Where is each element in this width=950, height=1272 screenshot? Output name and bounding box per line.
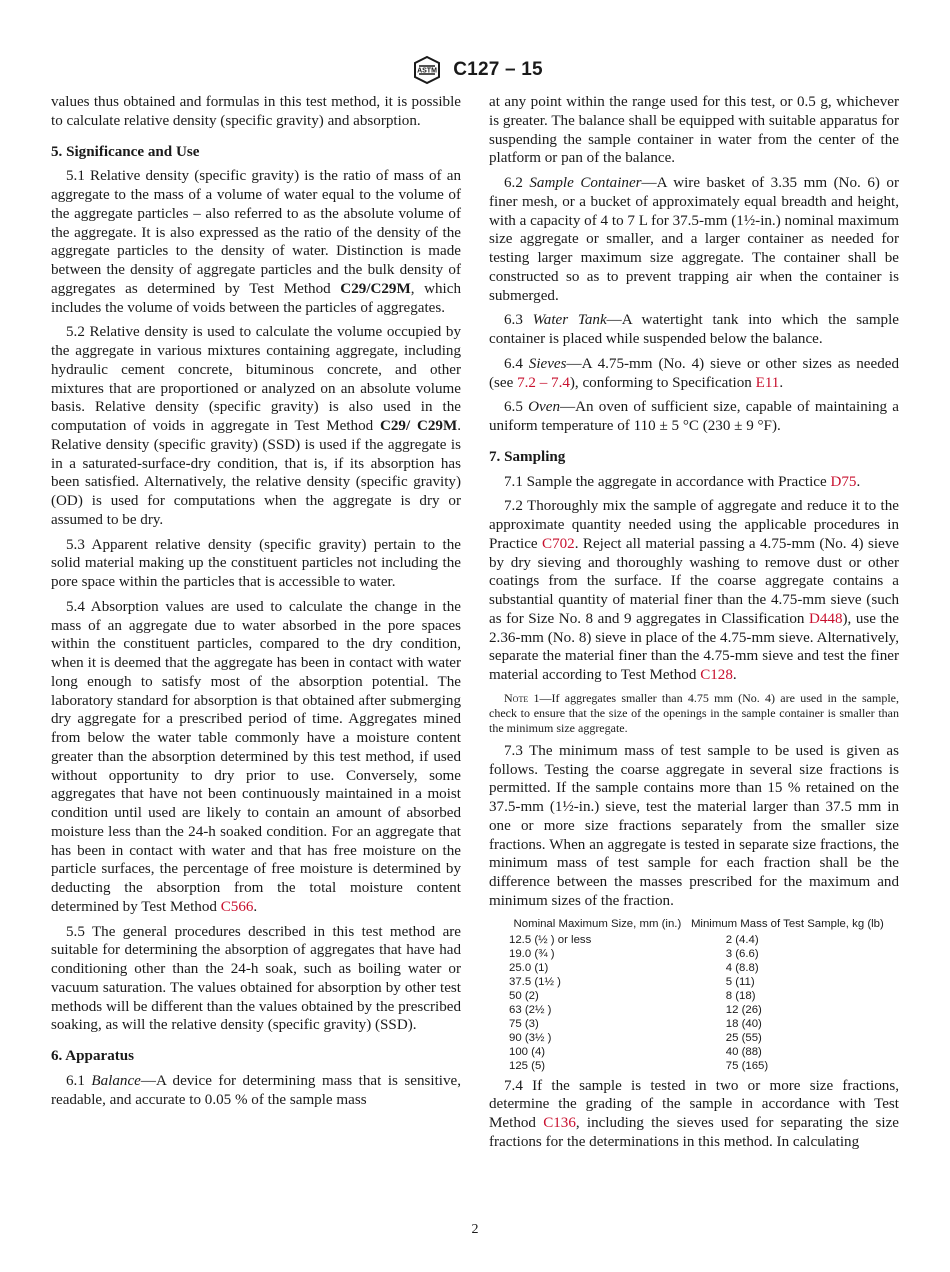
paragraph-7-3: 7.3 The minimum mass of test sample to be used is given as follows. Testing the coarse aggregate in several size fractions is permitted. If the sample contains more than 15 % retained on the 37.5-mm (1½-in.) sieve, test the material larger than 37.5 mm in one or more size fractions separately from the smaller size fractions. When an aggregate is tested in separate size fractions, the minimum mass of test sample for each fraction shall be the difference between the masses prescribed for the maximum and minimum sizes of the fraction. <box>489 742 899 909</box>
ref-c29-c29m-2: C29/ C29M <box>379 418 458 434</box>
table-row <box>509 1059 889 1073</box>
table-cell-size: 90 (3½ ) <box>509 1031 552 1044</box>
paragraph-7-1 <box>489 473 899 492</box>
logo-text: ASTM <box>417 67 438 75</box>
link-e11[interactable]: E11 <box>755 374 780 391</box>
paragraph-5-1 <box>51 167 461 317</box>
paragraph-5-4-text-b: . <box>253 898 258 915</box>
paragraph-6-2-number: 6.2 <box>504 175 530 191</box>
table-cell-size: 100 (4) <box>509 1045 546 1058</box>
table-header-row <box>509 917 889 933</box>
paragraph-7-2-text-c: ), use the 2.36-mm (No. 8) sieve in place of the 4.75-mm sieve. Alternatively, separate the material finer than the 4.75-mm sieve and test the finer material according to Test Method <box>489 610 899 683</box>
link-d448[interactable]: D448 <box>808 610 843 627</box>
table-cell-size: 50 (2) <box>509 989 539 1002</box>
section-5-heading: 5. Significance and Use <box>51 143 200 160</box>
table-cell-mass: 2 (4.4) <box>725 933 759 946</box>
table-header-nominal-size: Nominal Maximum Size, mm (in.) <box>513 917 682 930</box>
minimum-mass-table <box>509 917 889 1073</box>
term-balance: Balance <box>91 1072 141 1089</box>
paragraph-6-4-text-c: . <box>779 374 784 391</box>
document-id: C127 – 15 <box>453 59 543 80</box>
paragraph-7-4-text-b: , including the sieves used for separating the size fractions for the determinations in this method. In calculating <box>489 1115 900 1150</box>
term-water-tank: Water Tank <box>532 312 607 329</box>
table-row <box>509 947 889 961</box>
right-column <box>489 93 899 1158</box>
paragraph-6-4-number: 6.4 <box>504 355 529 372</box>
note-1-text: —If aggregates smaller than 4.75 mm (No. 4) are used in the sample, check to ensure that the size of the openings in the sample container is smaller than the minimum size aggregate. <box>489 690 900 735</box>
paragraph-5-4 <box>51 598 461 917</box>
paragraph-5-2 <box>51 323 461 529</box>
paragraph-6-1 <box>51 1072 461 1110</box>
section-6-heading: 6. Apparatus <box>51 1048 135 1064</box>
table-cell-mass: 3 (6.6) <box>725 947 759 960</box>
link-c136[interactable]: C136 <box>543 1115 576 1131</box>
table-row <box>509 933 889 947</box>
paragraph-7-2-text-a: 7.2 Thoroughly mix the sample of aggregate and reduce it to the approximate quantity needed using the applicable procedures in Practice <box>489 498 899 552</box>
paragraph-6-5-text: —An oven of sufficient size, capable of maintaining a uniform temperature of 110 ± 5 °C (230 ± 9 °F). <box>489 399 899 434</box>
table-header-minimum-mass: Minimum Mass of Test Sample, kg (lb) <box>690 917 884 930</box>
paragraph-7-1-text-a: 7.1 Sample the aggregate in accordance with Practice <box>504 473 831 490</box>
paragraph-6-2-text: —A wire basket of 3.35 mm (No. 6) or finer mesh, or a bucket of approximately equal breadth and height, with a capacity of 4 to 7 L for 37.5-mm (1½-in.) nominal maximum size aggregate or smaller, and a larger container as needed for testing larger maximum size aggregate. The container shall be constructed so as to prevent trapping air when the container is submerged. <box>489 175 899 304</box>
table-cell-mass: 18 (40) <box>725 1017 762 1030</box>
link-c128[interactable]: C128 <box>700 667 733 683</box>
page-header <box>0 54 950 86</box>
paragraph-7-2-text-d: . <box>732 667 737 683</box>
table-row <box>509 1031 889 1045</box>
table-cell-mass: 5 (11) <box>725 975 755 988</box>
table-row <box>509 961 889 975</box>
ref-c29-c29m: C29/C29M <box>340 280 411 297</box>
table-cell-mass: 25 (55) <box>725 1031 762 1044</box>
intro-continuation: values thus obtained and formulas in this test method, it is possible to calculate relative density (specific gravity) and absorption. <box>51 94 461 129</box>
paragraph-5-4-text-a: 5.4 Absorption values are used to calculate the change in the mass of an aggregate due to water absorbed in the pore spaces within the constituent particles, compared to the dry condition, when it is deemed that the aggregate has been in contact with water long enough to satisfy most of the absorption potential. The laboratory standard for absorption is that obtained after submerging dry aggregate for a prescribed period of time. Aggregates mined from below the water table commonly have a moisture content greater than the absorption determined by this test method, if used without opportunity to dry prior to use. Conversely, some aggregates that have not been continuously maintained in a moist condition until used are likely to contain an amount of absorbed moisture less than the 24-h soaked condition. For an aggregate that has been in contact with water and that has free moisture on the particle surfaces, the percentage of free moisture is determined by deducting the absorption from the total moisture content determined by Test Method <box>51 598 461 915</box>
table-cell-size: 37.5 (1½ ) <box>509 975 561 988</box>
table-cell-size: 12.5 (½ ) or less <box>509 933 592 946</box>
table-row <box>509 1045 889 1059</box>
link-7-2-7-4[interactable]: 7.2 – 7.4 <box>517 374 570 391</box>
table-cell-size: 63 (2½ ) <box>509 1003 552 1016</box>
paragraph-6-4 <box>489 355 899 393</box>
table-row <box>509 975 889 989</box>
paragraph-6-1-continuation: at any point within the range used for this test, or 0.5 g, whichever is greater. The balance shall be equipped with suitable apparatus for suspending the sample container in water from the center of the platform or pan of the balance. <box>489 94 899 167</box>
term-oven: Oven <box>528 399 560 416</box>
table-row <box>509 1017 889 1031</box>
paragraph-6-1-number: 6.1 <box>66 1072 92 1089</box>
term-sample-container: Sample Container <box>529 175 642 191</box>
table-cell-size: 19.0 (¾ ) <box>509 947 555 960</box>
term-sieves: Sieves <box>528 355 567 372</box>
paragraph-6-2 <box>489 174 899 305</box>
left-column <box>51 93 461 1115</box>
paragraph-7-2-text-b: . Reject all material passing a 4.75-mm (No. 4) sieve by dry sieving and thoroughly washing to remove dust or other coatings from the surface. If the coarse aggregate contains a substantial quantity of material finer than the 4.75-mm sieve (such as for Size No. 8 and 9 aggregates in Classification <box>489 535 899 627</box>
table-cell-size: 25.0 (1) <box>509 961 549 974</box>
note-1 <box>489 691 899 736</box>
paragraph-7-2 <box>489 497 899 685</box>
paragraph-6-3-number: 6.3 <box>504 312 533 329</box>
section-7-heading: 7. Sampling <box>489 448 566 465</box>
table-row <box>509 989 889 1003</box>
paragraph-6-5-number: 6.5 <box>504 399 529 416</box>
paragraph-6-4-text-a: —A 4.75-mm (No. 4) sieve or other sizes as needed (see <box>489 355 899 391</box>
paragraph-5-3: 5.3 Apparent relative density (specific gravity) pertain to the solid material making up the constituent particles not including the pore space within the particles that is accessible to water. <box>51 536 461 590</box>
paragraph-7-1-text-b: . <box>856 473 861 490</box>
table-cell-size: 75 (3) <box>509 1017 539 1030</box>
page-number: 2 <box>471 1222 479 1237</box>
link-c566[interactable]: C566 <box>220 898 254 915</box>
paragraph-5-1-text-b: , which includes the volume of voids between the particles of aggregates. <box>51 280 461 316</box>
paragraph-5-5: 5.5 The general procedures described in this test method are suitable for determining the absorption of aggregates that have had conditioning other than the 24-h soak, such as boiling water or vacuum saturation. The values obtained for absorption by other test methods will be different than the values obtained by the prescribed soaking, as will the relative density (specific gravity) (SSD). <box>51 923 461 1034</box>
paragraph-5-2-text-a: 5.2 Relative density is used to calculate the volume occupied by the aggregate in various mixtures containing aggregate, including hydraulic cement concrete, bituminous concrete, and other mixtures that are proportioned or analyzed on an absolute volume basis. Relative density (specific gravity) is also used in the computation of voids in aggregate in Test Method <box>51 324 461 434</box>
link-d75[interactable]: D75 <box>830 473 857 490</box>
table-row <box>509 1003 889 1017</box>
astm-logo-icon <box>407 55 447 85</box>
paragraph-6-1-text: —A device for determining mass that is sensitive, readable, and accurate to 0.05 % of the sample mass <box>51 1072 462 1108</box>
table-cell-size: 125 (5) <box>509 1059 546 1072</box>
table-cell-mass: 8 (18) <box>725 989 756 1002</box>
paragraph-6-5 <box>489 398 899 436</box>
paragraph-7-4 <box>489 1077 899 1152</box>
note-1-label: Note 1 <box>504 690 540 705</box>
paragraph-6-4-text-b: ), conforming to Specification <box>569 374 756 391</box>
table-cell-mass: 40 (88) <box>725 1045 762 1058</box>
paragraph-6-3-text: —A watertight tank into which the sample container is placed while suspended below the balance. <box>489 312 899 347</box>
paragraph-6-3 <box>489 311 899 349</box>
paragraph-7-4-text-a: 7.4 If the sample is tested in two or more size fractions, determine the grading of the sample in accordance with Test Method <box>489 1077 899 1131</box>
paragraph-5-2-text-b: . Relative density (specific gravity) (SSD) is used if the aggregate is in a saturated-surface-dry condition, that is, if its absorption has been satisfied. Alternatively, the relative density (specific gravity) (OD) is used for computations when the aggregate is dry or assumed to be dry. <box>51 418 461 528</box>
table-cell-mass: 4 (8.8) <box>725 961 759 974</box>
table-cell-mass: 12 (26) <box>725 1003 762 1016</box>
paragraph-5-1-text-a: 5.1 Relative density (specific gravity) is the ratio of mass of an aggregate to the mass of a volume of water equal to the volume of the aggregate particles – also referred to as the absolute volume of the aggregate. It is also expressed as the ratio of the density of the aggregate particles to the density of water. Distinction is made between the density of aggregate particles and the bulk density of aggregates as determined by Test Method <box>51 168 461 297</box>
link-c702[interactable]: C702 <box>542 535 575 552</box>
table-cell-mass: 75 (165) <box>725 1059 769 1072</box>
